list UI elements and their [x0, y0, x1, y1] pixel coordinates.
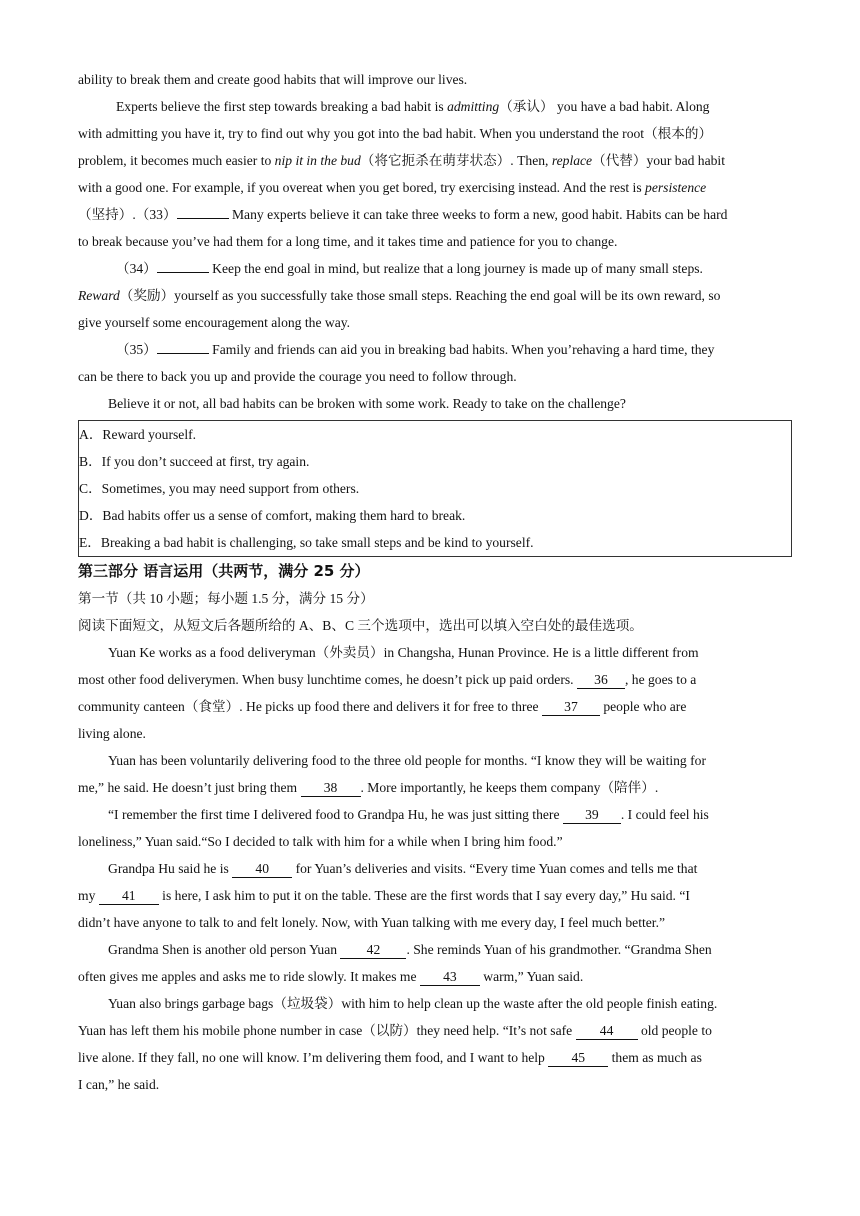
- blank-42[interactable]: 42: [340, 941, 406, 959]
- options-box: [78, 420, 792, 557]
- text-line: my 41 is here, I ask him to put it on the table. These are the first words that I say every day,” Hu said. “I: [78, 888, 690, 903]
- blank-45[interactable]: 45: [548, 1049, 608, 1067]
- text-line: with admitting you have it, try to find out why you got into the bad habit. When you understand the root（根本的）: [78, 126, 713, 141]
- text-line: I can,” he said.: [78, 1077, 160, 1092]
- text-line: to break because you’ve had them for a long time, and it takes time and patience for you to change.: [78, 234, 618, 249]
- text-line: Yuan has left them his mobile phone number in case（以防）they need help. “It’s not safe 44 old people to: [78, 1023, 712, 1038]
- text-line: living alone.: [78, 726, 146, 741]
- text-line: Grandpa Hu said he is 40 for Yuan’s deliveries and visits. “Every time Yuan comes and tells me that: [108, 861, 698, 876]
- text-line: Experts believe the first step towards breaking a bad habit is admitting（承认） you have a bad habit. Along: [116, 99, 710, 114]
- option-c: C．Sometimes, you may need support from others.: [79, 481, 360, 496]
- text-line: didn’t have anyone to talk to and felt lonely. Now, with Yuan talking with me every day, I feel much better.”: [78, 915, 666, 930]
- text-line: （34） Keep the end goal in mind, but realize that a long journey is made up of many small steps.: [116, 261, 703, 276]
- answer-blank[interactable]: [157, 353, 209, 354]
- text-line: often gives me apples and asks me to ride slowly. It makes me 43 warm,” Yuan said.: [78, 969, 584, 984]
- document-page: [78, 66, 784, 1098]
- blank-43[interactable]: 43: [420, 968, 480, 986]
- text-line: Grandma Shen is another old person Yuan 42 . She reminds Yuan of his grandmother. “Grandma Shen: [108, 942, 712, 957]
- text-line: ability to break them and create good habits that will improve our lives.: [78, 72, 468, 87]
- option-a: A．Reward yourself.: [79, 427, 197, 442]
- blank-37[interactable]: 37: [542, 698, 600, 716]
- text-line: me,” he said. He doesn’t just bring them 38 . More importantly, he keeps them company（陪伴）.: [78, 780, 659, 795]
- answer-blank[interactable]: [177, 218, 229, 219]
- text-line: most other food deliverymen. When busy lunchtime comes, he doesn’t pick up paid orders. 36 , he goes to a: [78, 672, 697, 687]
- text-line: Yuan also brings garbage bags（垃圾袋）with him to help clean up the waste after the old people finish eating.: [108, 996, 718, 1011]
- text-line: Reward（奖励）yourself as you successfully take those small steps. Reaching the end goal will be its own reward, so: [78, 288, 721, 303]
- blank-36[interactable]: 36: [577, 671, 625, 689]
- option-d: D．Bad habits offer us a sense of comfort, making them hard to break.: [79, 508, 466, 523]
- text-line: Yuan has been voluntarily delivering food to the three old people for months. “I know they will be waiting for: [108, 753, 706, 768]
- text-line: live alone. If they fall, no one will know. I’m delivering them food, and I want to help 45 them as much as: [78, 1050, 702, 1065]
- text-line: Believe it or not, all bad habits can be broken with some work. Ready to take on the challenge?: [108, 396, 626, 411]
- option-b: B．If you don’t succeed at first, try again.: [79, 454, 310, 469]
- section-subtitle: 第一节（共 10 小题；每小题 1.5 分，满分 15 分）: [78, 591, 374, 606]
- blank-40[interactable]: 40: [232, 860, 292, 878]
- text-line: give yourself some encouragement along the way.: [78, 315, 351, 330]
- text-line: （35） Family and friends can aid you in breaking bad habits. When you’rehaving a hard time, they: [116, 342, 715, 357]
- text-line: can be there to back you up and provide the courage you need to follow through.: [78, 369, 517, 384]
- text-line: problem, it becomes much easier to nip it in the bud（将它扼杀在萌芽状态）. Then, replace（代替）your bad habit: [78, 153, 725, 168]
- section-title: 第三部分 语言运用（共两节，满分 25 分）: [78, 562, 370, 580]
- answer-blank[interactable]: [157, 272, 209, 273]
- text-line: “I remember the first time I delivered food to Grandpa Hu, he was just sitting there 39 . I could feel his: [108, 807, 709, 822]
- blank-38[interactable]: 38: [301, 779, 361, 797]
- text-line: with a good one. For example, if you overeat when you get bored, try exercising instead. And the rest is persistence: [78, 180, 707, 195]
- section-instruction: 阅读下面短文，从短文后各题所给的 A、B、C 三个选项中，选出可以填入空白处的最佳选项。: [78, 618, 643, 633]
- option-e: E．Breaking a bad habit is challenging, so take small steps and be kind to yourself.: [79, 535, 534, 550]
- blank-44[interactable]: 44: [576, 1022, 638, 1040]
- text-line: Yuan Ke works as a food deliveryman（外卖员）in Changsha, Hunan Province. He is a little different from: [108, 645, 699, 660]
- blank-41[interactable]: 41: [99, 887, 159, 905]
- text-line: community canteen（食堂）. He picks up food there and delivers it for free to three 37 people who are: [78, 699, 687, 714]
- text-line: （坚持）.（33） Many experts believe it can take three weeks to form a new, good habit. Habits can be hard: [78, 207, 728, 222]
- blank-39[interactable]: 39: [563, 806, 621, 824]
- text-line: loneliness,” Yuan said.“So I decided to talk with him for a while when I bring him food.”: [78, 834, 563, 849]
